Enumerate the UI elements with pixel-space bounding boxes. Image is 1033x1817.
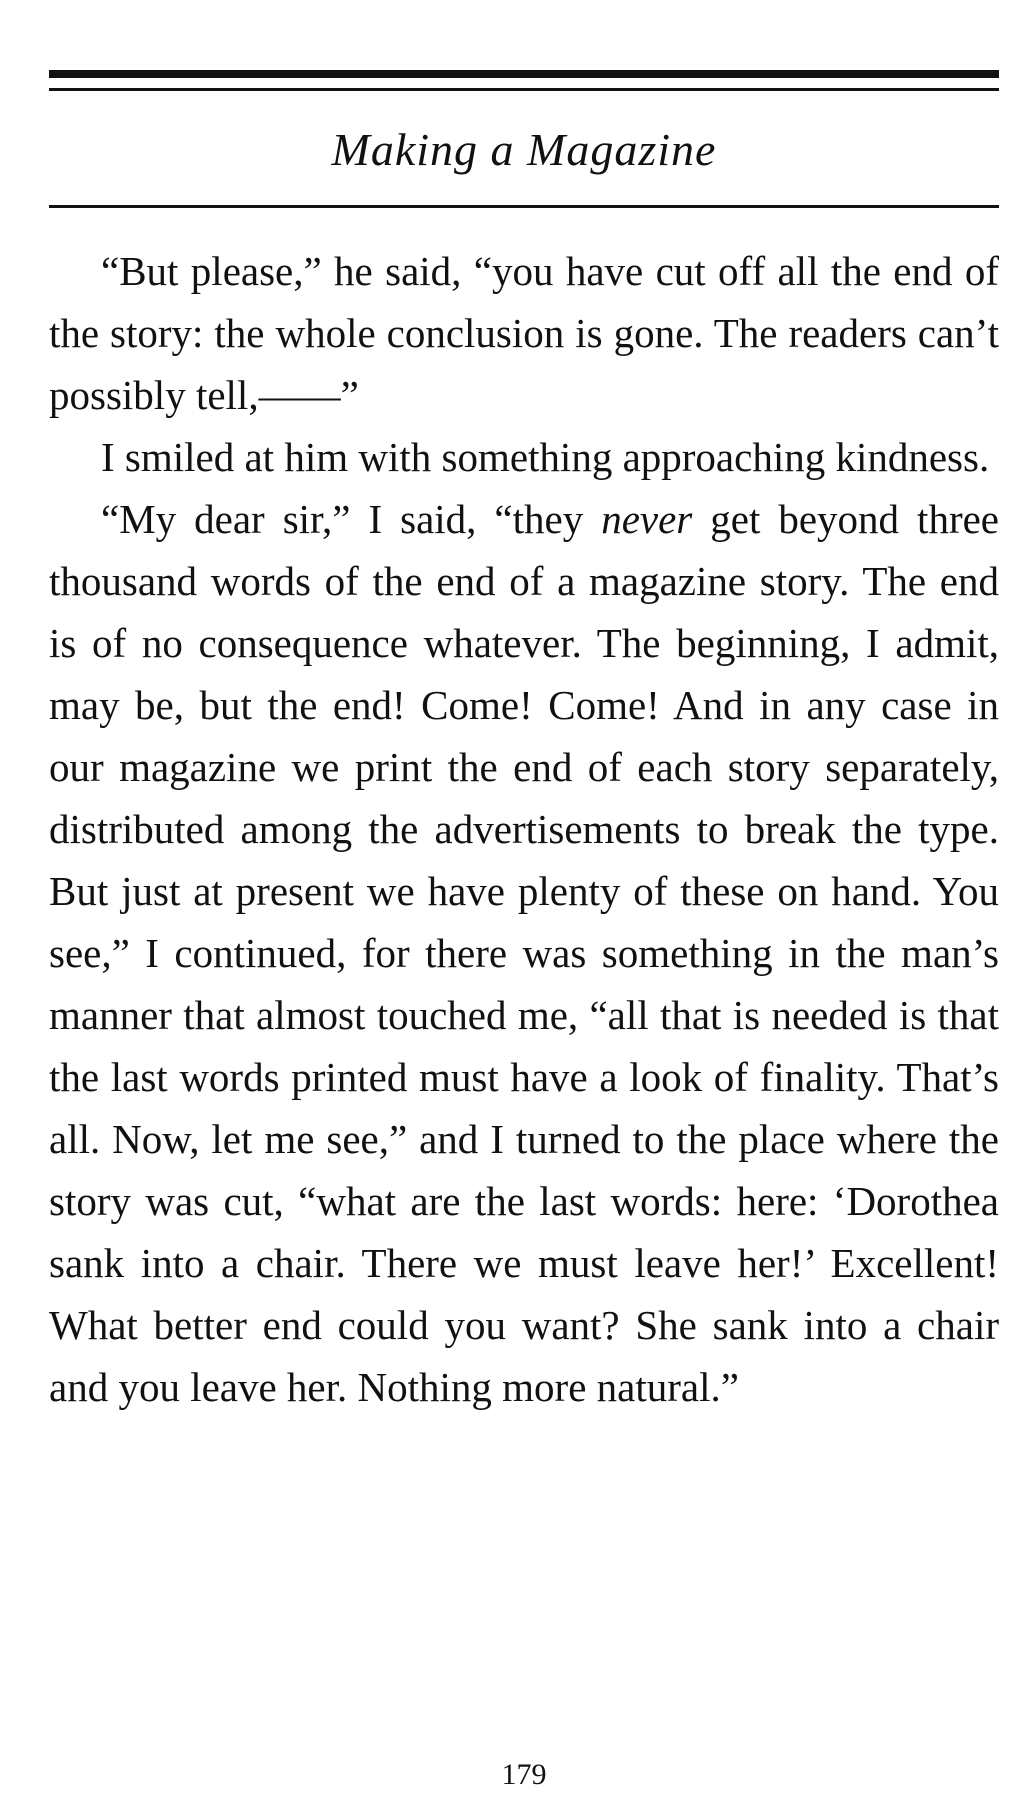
paragraph-2: I smiled at him with something approaching kindness. <box>101 434 990 480</box>
running-title: Making a Magazine <box>331 124 717 175</box>
book-page <box>49 0 999 1817</box>
paragraph-3-after: get beyond three thousand words of the end of a magazine story. The end is of no consequence whatever. The beginning, I admit, may be, but the end! Come! Come! And in any case in our magazine we print the end of each story separately, distributed among the advertisements to break the type. But just at present we have plenty of these on hand. You see,” I continued, for there was something in the man’s manner that almost touched me, “all that is needed is that the last words printed must have a look of finality. That’s all. Now, let me see,” and I turned to the place where the story was cut, “what are the last words: here: ‘Dorothea sank into a chair. There we must leave her!’ Excellent! What better end could you want? She sank into a chair and you leave her. Nothing more natural.” <box>49 496 999 1410</box>
paragraph-3 <box>49 488 999 1418</box>
page-number: 179 <box>501 1758 547 1791</box>
emphasis-never: never <box>601 496 693 542</box>
paragraph-1: “But please,” he said, “you have cut off all the end of the story: the whole conclusion is gone. The readers can’t possibly tell,——” <box>49 248 999 418</box>
paragraph-3-before: “My dear sir,” I said, “they <box>101 496 602 542</box>
header-rule <box>49 205 999 208</box>
body-text <box>49 240 999 1418</box>
top-thick-rule <box>49 70 999 78</box>
top-thin-rule <box>49 88 999 91</box>
